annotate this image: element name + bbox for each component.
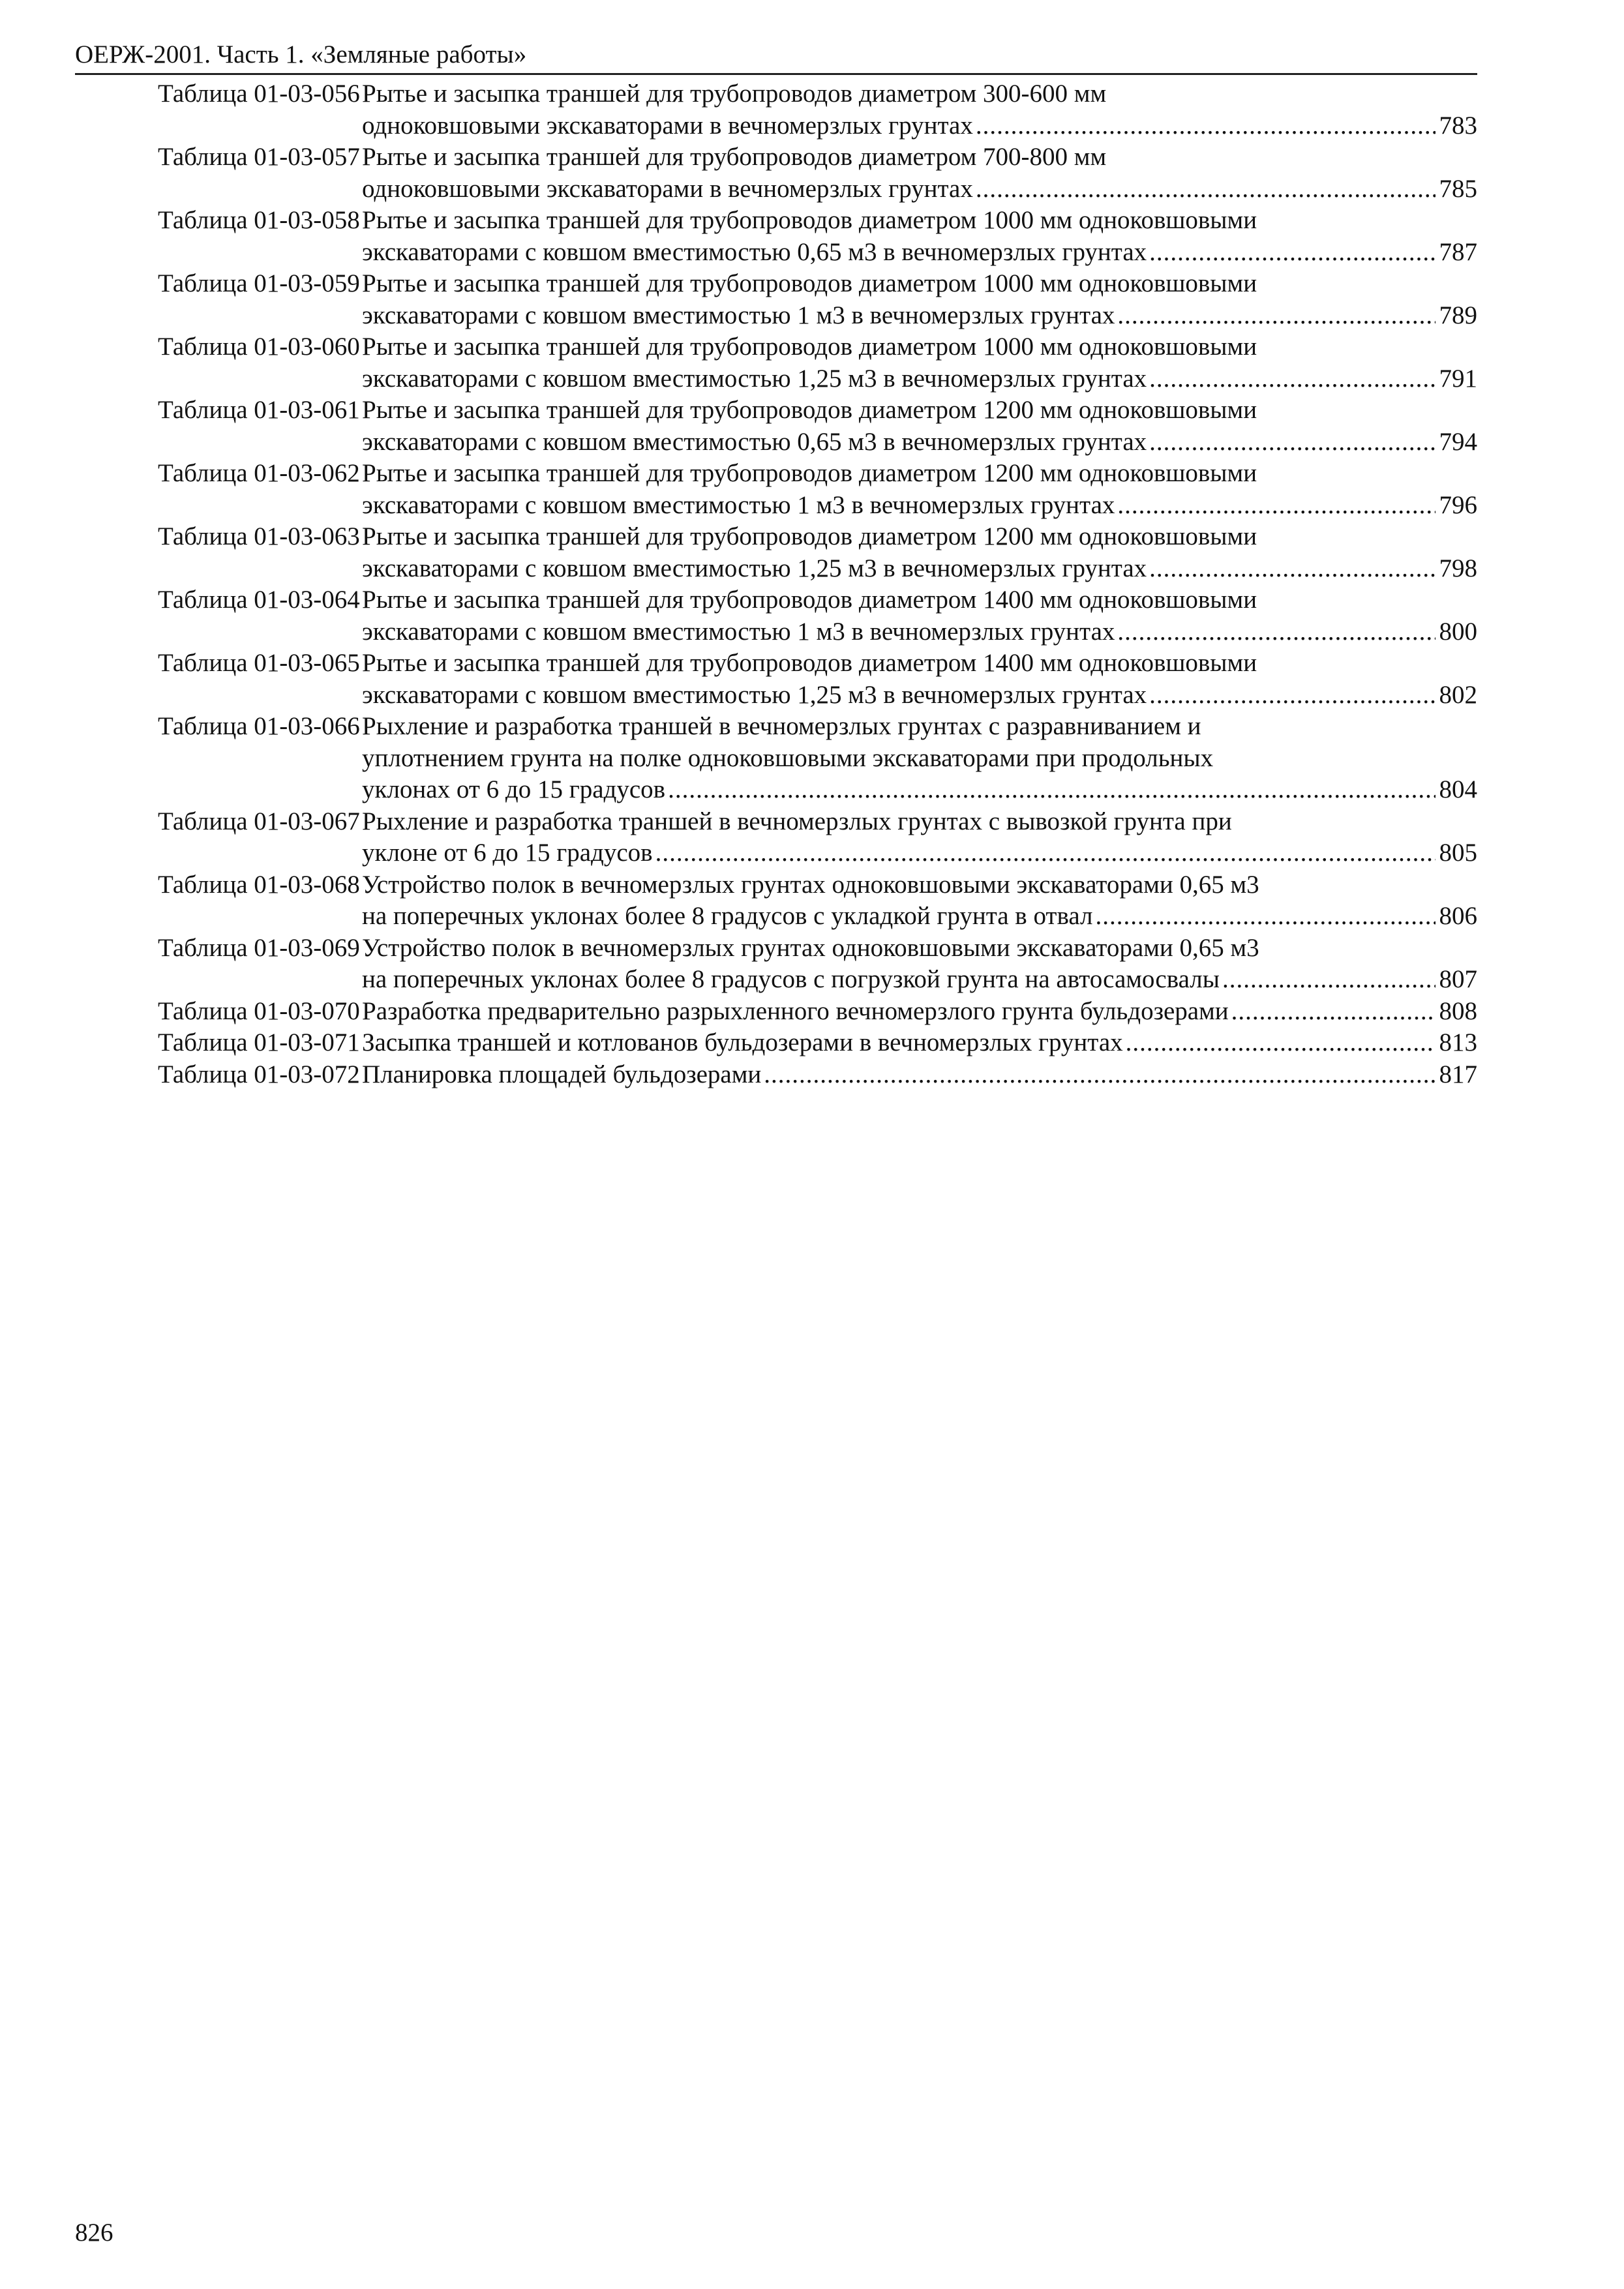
toc-entry-code: Таблица 01-03-063 — [158, 522, 360, 550]
toc-entry-body — [362, 521, 1477, 584]
toc-entry-body — [362, 78, 1477, 142]
toc-entry — [75, 268, 1477, 331]
toc-dot-leader — [668, 774, 1435, 806]
toc-entry-title-line: уплотнением грунта на полке одноковшовыми экскаваторами при продольных — [362, 743, 1214, 772]
toc-entry-code: Таблица 01-03-067 — [158, 807, 360, 835]
toc-entry-body — [362, 395, 1477, 458]
toc-entry-page-number: 804 — [1439, 775, 1477, 803]
toc-entry-title-line: экскаваторами с ковшом вместимостью 0,65 м3 в вечномерзлых грунтах — [362, 237, 1147, 266]
toc-entry-title-line: экскаваторами с ковшом вместимостью 0,65 м3 в вечномерзлых грунтах — [362, 427, 1147, 456]
toc-dot-leader — [1231, 996, 1436, 1028]
toc-entry-title-line: Рытье и засыпка траншей для трубопроводов диаметром 1200 мм одноковшовыми — [362, 459, 1257, 487]
toc-entry-code: Таблица 01-03-059 — [158, 269, 360, 297]
toc-entry-title-line: Засыпка траншей и котлованов бульдозерами в вечномерзлых грунтах — [362, 1028, 1123, 1056]
toc-entry-code: Таблица 01-03-062 — [158, 459, 360, 487]
toc-entry — [75, 521, 1477, 584]
toc-entry-title-line: Рытье и засыпка траншей для трубопроводов диаметром 300-600 мм — [362, 80, 1107, 108]
toc-entry — [75, 711, 1477, 806]
toc-entry-page-number: 791 — [1439, 364, 1477, 393]
toc-entry-body — [362, 1059, 1477, 1091]
toc-entry-code: Таблица 01-03-071 — [158, 1028, 360, 1056]
toc-dot-leader — [1117, 300, 1435, 332]
toc-entry-code: Таблица 01-03-061 — [158, 396, 360, 424]
toc-entry — [75, 996, 1477, 1028]
toc-entry — [75, 142, 1477, 205]
toc-dot-leader — [655, 837, 1436, 869]
toc-entry-last-line — [362, 996, 1477, 1028]
toc-entry — [75, 78, 1477, 142]
toc-dot-leader — [1149, 553, 1435, 585]
toc-entry-code: Таблица 01-03-058 — [158, 206, 360, 234]
toc-entry-title-line: Рытье и засыпка траншей для трубопроводов диаметром 1400 мм одноковшовыми — [362, 586, 1257, 614]
toc-dot-leader — [1126, 1027, 1436, 1059]
toc-dot-leader — [764, 1059, 1435, 1091]
toc-entry-title-line: экскаваторами с ковшом вместимостью 1,25 м3 в вечномерзлых грунтах — [362, 554, 1147, 582]
toc-entry-title-line: на поперечных уклонах более 8 градусов с погрузкой грунта на автосамосвалы — [362, 965, 1220, 993]
toc-entry-body — [362, 205, 1477, 268]
toc-entry-title-line: Разработка предварительно разрыхленного вечномерзлого грунта бульдозерами — [362, 996, 1229, 1025]
toc-entry-last-line — [362, 300, 1477, 332]
toc-entry-page-number: 813 — [1439, 1028, 1477, 1056]
toc-dot-leader — [1149, 426, 1435, 458]
toc-entry-title-line: Устройство полок в вечномерзлых грунтах одноковшовыми экскаваторами 0,65 м3 — [362, 933, 1259, 962]
toc-entry-title-line: Устройство полок в вечномерзлых грунтах одноковшовыми экскаваторами 0,65 м3 — [362, 870, 1259, 899]
toc-entry-last-line — [362, 964, 1477, 996]
toc-entry-last-line — [362, 426, 1477, 458]
toc-entry-title-line: на поперечных уклонах более 8 градусов с укладкой грунта в отвал — [362, 902, 1093, 930]
toc-entry-title-line: экскаваторами с ковшом вместимостью 1,25 м3 в вечномерзлых грунтах — [362, 364, 1147, 393]
toc-entry-title-line: экскаваторами с ковшом вместимостью 1 м3 в вечномерзлых грунтах — [362, 301, 1115, 329]
toc-entry-last-line — [362, 110, 1477, 142]
toc-entry-last-line — [362, 901, 1477, 933]
toc-entry-last-line — [362, 616, 1477, 648]
toc-entry-body — [362, 142, 1477, 205]
toc-entry-body — [362, 458, 1477, 521]
toc-entry-title-line: экскаваторами с ковшом вместимостью 1,25 м3 в вечномерзлых грунтах — [362, 680, 1147, 709]
toc-dot-leader — [1149, 680, 1435, 711]
toc-entry-page-number: 796 — [1439, 490, 1477, 519]
toc-entry-title-line: Рыхление и разработка траншей в вечномерзлых грунтах с вывозкой грунта при — [362, 807, 1232, 835]
toc-entry-page-number: 800 — [1439, 617, 1477, 646]
toc-entry-title-line: Рытье и засыпка траншей для трубопроводов диаметром 1400 мм одноковшовыми — [362, 649, 1257, 677]
toc-entry-title-line: уклоне от 6 до 15 градусов — [362, 839, 653, 867]
toc-entry-body — [362, 933, 1477, 996]
toc-entry-last-line — [362, 490, 1477, 522]
toc-entry-title-line: Рытье и засыпка траншей для трубопроводов диаметром 1000 мм одноковшовыми — [362, 333, 1257, 361]
toc-entry-page-number: 808 — [1439, 996, 1477, 1025]
toc-entry — [75, 458, 1477, 521]
toc-entry-page-number: 794 — [1439, 427, 1477, 456]
toc-entry-page-number: 785 — [1439, 174, 1477, 203]
toc-entry-code: Таблица 01-03-065 — [158, 649, 360, 677]
toc-entry-page-number: 802 — [1439, 680, 1477, 709]
toc-entry-page-number: 806 — [1439, 902, 1477, 930]
toc-entry-code: Таблица 01-03-057 — [158, 143, 360, 171]
toc-entry-title-line: Рытье и засыпка траншей для трубопроводов диаметром 1200 мм одноковшовыми — [362, 396, 1257, 424]
toc-entry-code: Таблица 01-03-070 — [158, 996, 360, 1025]
toc-entry — [75, 933, 1477, 996]
toc-dot-leader — [1096, 901, 1436, 933]
toc-entry-page-number: 789 — [1439, 301, 1477, 329]
toc-entry-body — [362, 806, 1477, 869]
toc-entry — [75, 1027, 1477, 1059]
toc-entry-body — [362, 331, 1477, 395]
toc-entry-body — [362, 996, 1477, 1028]
toc-dot-leader — [976, 173, 1436, 205]
toc-entry — [75, 205, 1477, 268]
toc-entry-page-number: 783 — [1439, 111, 1477, 140]
toc-entry-title-line: Рытье и засыпка траншей для трубопроводов диаметром 1000 мм одноковшовыми — [362, 206, 1257, 234]
toc-entry-code: Таблица 01-03-069 — [158, 933, 360, 962]
toc-entry — [75, 584, 1477, 648]
toc-entry-last-line — [362, 553, 1477, 585]
toc-entry-last-line — [362, 1059, 1477, 1091]
toc-entry-last-line — [362, 837, 1477, 869]
toc-entry — [75, 806, 1477, 869]
table-of-contents — [75, 78, 1477, 1090]
toc-entry — [75, 331, 1477, 395]
toc-dot-leader — [1222, 964, 1436, 996]
toc-entry — [75, 1059, 1477, 1091]
toc-entry — [75, 395, 1477, 458]
toc-entry-last-line — [362, 173, 1477, 205]
toc-entry-page-number: 817 — [1439, 1060, 1477, 1088]
toc-dot-leader — [976, 110, 1436, 142]
page-number: 826 — [75, 2219, 113, 2247]
toc-entry-body — [362, 869, 1477, 933]
toc-dot-leader — [1149, 363, 1435, 395]
toc-entry-title-line: Рытье и засыпка траншей для трубопроводов диаметром 700-800 мм — [362, 143, 1107, 171]
toc-entry — [75, 869, 1477, 933]
toc-dot-leader — [1149, 237, 1435, 269]
toc-entry-code: Таблица 01-03-066 — [158, 712, 360, 740]
toc-entry-title-line: Рытье и засыпка траншей для трубопроводов диаметром 1000 мм одноковшовыми — [362, 269, 1257, 297]
toc-entry-page-number: 807 — [1439, 965, 1477, 993]
toc-entry — [75, 648, 1477, 711]
toc-entry-title-line: Планировка площадей бульдозерами — [362, 1060, 762, 1088]
toc-entry-body — [362, 584, 1477, 648]
toc-entry-code: Таблица 01-03-072 — [158, 1060, 360, 1088]
toc-entry-body — [362, 268, 1477, 331]
toc-entry-last-line — [362, 237, 1477, 269]
toc-entry-title-line: одноковшовыми экскаваторами в вечномерзлых грунтах — [362, 174, 973, 203]
toc-entry-body — [362, 1027, 1477, 1059]
toc-entry-title-line: экскаваторами с ковшом вместимостью 1 м3 в вечномерзлых грунтах — [362, 617, 1115, 646]
toc-entry-code: Таблица 01-03-056 — [158, 80, 360, 108]
toc-entry-last-line — [362, 363, 1477, 395]
toc-entry-code: Таблица 01-03-064 — [158, 586, 360, 614]
toc-entry-title-line: одноковшовыми экскаваторами в вечномерзлых грунтах — [362, 111, 973, 140]
toc-entry-body — [362, 711, 1477, 806]
toc-entry-page-number: 805 — [1439, 839, 1477, 867]
toc-dot-leader — [1117, 616, 1435, 648]
toc-entry-last-line — [362, 1027, 1477, 1059]
toc-entry-title-line: Рытье и засыпка траншей для трубопроводов диаметром 1200 мм одноковшовыми — [362, 522, 1257, 550]
toc-entry-title-line: Рыхление и разработка траншей в вечномерзлых грунтах с разравниванием и — [362, 712, 1201, 740]
toc-entry-page-number: 798 — [1439, 554, 1477, 582]
toc-entry-last-line — [362, 774, 1477, 806]
toc-entry-title-line: экскаваторами с ковшом вместимостью 1 м3 в вечномерзлых грунтах — [362, 490, 1115, 519]
toc-dot-leader — [1117, 490, 1435, 522]
running-header: ОЕРЖ-2001. Часть 1. «Земляные работы» — [75, 39, 1477, 75]
toc-entry-last-line — [362, 680, 1477, 711]
toc-entry-title-line: уклонах от 6 до 15 градусов — [362, 775, 666, 803]
toc-entry-code: Таблица 01-03-068 — [158, 870, 360, 899]
toc-entry-code: Таблица 01-03-060 — [158, 333, 360, 361]
toc-entry-page-number: 787 — [1439, 237, 1477, 266]
toc-entry-body — [362, 648, 1477, 711]
